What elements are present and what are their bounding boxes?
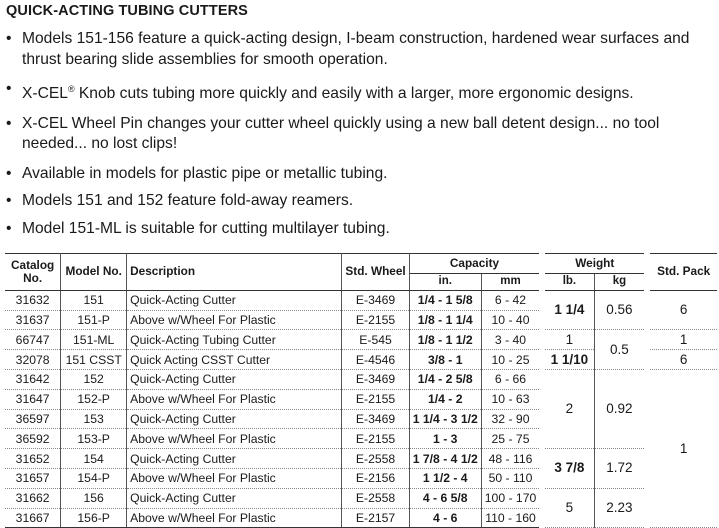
feature-item	[0, 79, 712, 105]
catalog-cell: 36597	[5, 409, 61, 429]
header-weight: Weight	[542, 254, 647, 274]
header-weight-lb: lb.	[542, 273, 594, 290]
feature-item	[0, 114, 712, 155]
catalog-cell: 66747	[5, 330, 61, 350]
capacity-mm-cell: 6 - 42	[481, 290, 542, 310]
feature-item	[0, 219, 712, 240]
wheel-cell: E-2157	[342, 508, 409, 528]
capacity-mm-cell: 10 - 25	[481, 350, 542, 370]
wheel-cell: E-3469	[342, 369, 409, 389]
feature-text: Models 151-156 feature a quick-acting design, I-beam construction, hardened wear surfaces and thrust bearing slide assemblies for smooth operation.	[22, 30, 690, 68]
catalog-cell: 31647	[5, 389, 61, 409]
capacity-mm-cell: 50 - 110	[481, 468, 542, 488]
table-row	[5, 449, 717, 469]
wheel-cell: E-2558	[342, 449, 409, 469]
capacity-in-cell: 1 1/2 - 4	[409, 468, 481, 488]
capacity-in-cell: 1/8 - 1 1/4	[409, 310, 481, 330]
std-pack-cell: 1	[647, 330, 717, 350]
model-cell: 156	[61, 488, 127, 508]
capacity-mm-cell: 100 - 170	[481, 488, 542, 508]
weight-kg-cell: 0.56	[594, 290, 647, 330]
catalog-cell: 31632	[5, 290, 61, 310]
description-cell: Above w/Wheel For Plastic	[127, 310, 342, 330]
model-cell: 154	[61, 449, 127, 469]
feature-item	[0, 29, 712, 70]
table-row	[5, 290, 717, 310]
header-model: Model No.	[61, 254, 127, 291]
std-pack-cell: 1	[647, 369, 717, 527]
description-cell: Quick-Acting Cutter	[127, 369, 342, 389]
capacity-in-cell: 4 - 6 5/8	[409, 488, 481, 508]
model-cell: 151	[61, 290, 127, 310]
weight-kg-cell: 0.92	[594, 369, 647, 448]
capacity-mm-cell: 48 - 116	[481, 449, 542, 469]
header-capacity: Capacity	[409, 254, 542, 274]
capacity-mm-cell: 3 - 40	[481, 330, 542, 350]
description-cell: Quick-Acting Cutter	[127, 488, 342, 508]
catalog-cell: 31662	[5, 488, 61, 508]
catalog-cell: 31652	[5, 449, 61, 469]
description-cell: Quick-Acting Cutter	[127, 409, 342, 429]
header-std-wheel: Std. Wheel	[342, 254, 409, 291]
weight-kg-cell: 2.23	[594, 488, 647, 528]
weight-lb-cell: 1 1/4	[542, 290, 594, 330]
header-capacity-in: in.	[409, 273, 481, 290]
feature-brand: X-CEL	[22, 85, 68, 102]
model-cell: 152-P	[61, 389, 127, 409]
model-cell: 152	[61, 369, 127, 389]
weight-lb-cell: 3 7/8	[542, 449, 594, 489]
header-catalog: Catalog No.	[5, 254, 61, 291]
capacity-in-cell: 1 1/4 - 3 1/2	[409, 409, 481, 429]
description-cell: Above w/Wheel For Plastic	[127, 389, 342, 409]
header-description: Description	[127, 254, 342, 291]
wheel-cell: E-2156	[342, 468, 409, 488]
capacity-in-cell: 1/8 - 1 1/2	[409, 330, 481, 350]
wheel-cell: E-2155	[342, 429, 409, 449]
wheel-cell: E-2155	[342, 389, 409, 409]
header-weight-kg: kg	[594, 273, 647, 290]
weight-lb-cell: 2	[542, 369, 594, 448]
weight-kg-cell: 1.72	[594, 449, 647, 489]
header-capacity-mm: mm	[481, 273, 542, 290]
capacity-in-cell: 1/4 - 1 5/8	[409, 290, 481, 310]
capacity-mm-cell: 110 - 160	[481, 508, 542, 528]
wheel-cell: E-2558	[342, 488, 409, 508]
capacity-in-cell: 1/4 - 2	[409, 389, 481, 409]
wheel-cell: E-2155	[342, 310, 409, 330]
wheel-cell: E-545	[342, 330, 409, 350]
catalog-cell: 31657	[5, 468, 61, 488]
page-title: QUICK-ACTING TUBING CUTTERS	[6, 3, 248, 19]
std-pack-cell: 6	[647, 290, 717, 330]
model-cell: 151-ML	[61, 330, 127, 350]
description-cell: Above w/Wheel For Plastic	[127, 468, 342, 488]
catalog-cell: 32078	[5, 350, 61, 370]
catalog-cell: 36592	[5, 429, 61, 449]
model-cell: 153-P	[61, 429, 127, 449]
description-cell: Quick-Acting Cutter	[127, 290, 342, 310]
catalog-cell: 31642	[5, 369, 61, 389]
registered-mark: ®	[67, 84, 75, 94]
weight-lb-cell: 1	[542, 330, 594, 350]
weight-lb-cell: 5	[542, 488, 594, 528]
wheel-cell: E-3469	[342, 409, 409, 429]
catalog-cell: 31637	[5, 310, 61, 330]
model-cell: 151 CSST	[61, 350, 127, 370]
capacity-in-cell: 1 - 3	[409, 429, 481, 449]
catalog-cell: 31667	[5, 508, 61, 528]
capacity-mm-cell: 10 - 63	[481, 389, 542, 409]
model-cell: 154-P	[61, 468, 127, 488]
model-cell: 151-P	[61, 310, 127, 330]
description-cell: Above w/Wheel For Plastic	[127, 429, 342, 449]
feature-list	[0, 29, 712, 246]
capacity-mm-cell: 32 - 90	[481, 409, 542, 429]
capacity-mm-cell: 10 - 40	[481, 310, 542, 330]
feature-text: Available in models for plastic pipe or metallic tubing.	[22, 164, 388, 182]
table-row	[5, 369, 717, 389]
model-cell: 156-P	[61, 508, 127, 528]
wheel-cell: E-4546	[342, 350, 409, 370]
header-std-pack: Std. Pack	[647, 254, 717, 291]
feature-text: Knob cuts tubing more quickly and easily with a larger, more ergonomic designs.	[74, 85, 634, 102]
description-cell: Above w/Wheel For Plastic	[127, 508, 342, 528]
wheel-cell: E-3469	[342, 290, 409, 310]
feature-text: X-CEL Wheel Pin changes your cutter wheel quickly using a new ball detent design... no tool needed... no lost clips!	[22, 114, 660, 152]
description-cell: Quick-Acting Cutter	[127, 449, 342, 469]
capacity-in-cell: 1 7/8 - 4 1/2	[409, 449, 481, 469]
spec-table	[5, 253, 717, 528]
capacity-mm-cell: 25 - 75	[481, 429, 542, 449]
capacity-in-cell: 4 - 6	[409, 508, 481, 528]
model-cell: 153	[61, 409, 127, 429]
weight-lb-cell: 1 1/10	[542, 350, 594, 370]
weight-kg-cell: 0.5	[594, 330, 647, 370]
capacity-in-cell: 3/8 - 1	[409, 350, 481, 370]
description-cell: Quick Acting CSST Cutter	[127, 350, 342, 370]
feature-item	[0, 164, 712, 185]
feature-text: Model 151-ML is suitable for cutting multilayer tubing.	[22, 219, 390, 237]
table-row	[5, 488, 717, 508]
feature-text: Models 151 and 152 feature fold-away reamers.	[22, 192, 354, 209]
description-cell: Quick-Acting Tubing Cutter	[127, 330, 342, 350]
capacity-mm-cell: 6 - 66	[481, 369, 542, 389]
table-row	[5, 330, 717, 350]
std-pack-cell: 6	[647, 350, 717, 370]
feature-item	[0, 191, 712, 212]
capacity-in-cell: 1/4 - 2 5/8	[409, 369, 481, 389]
